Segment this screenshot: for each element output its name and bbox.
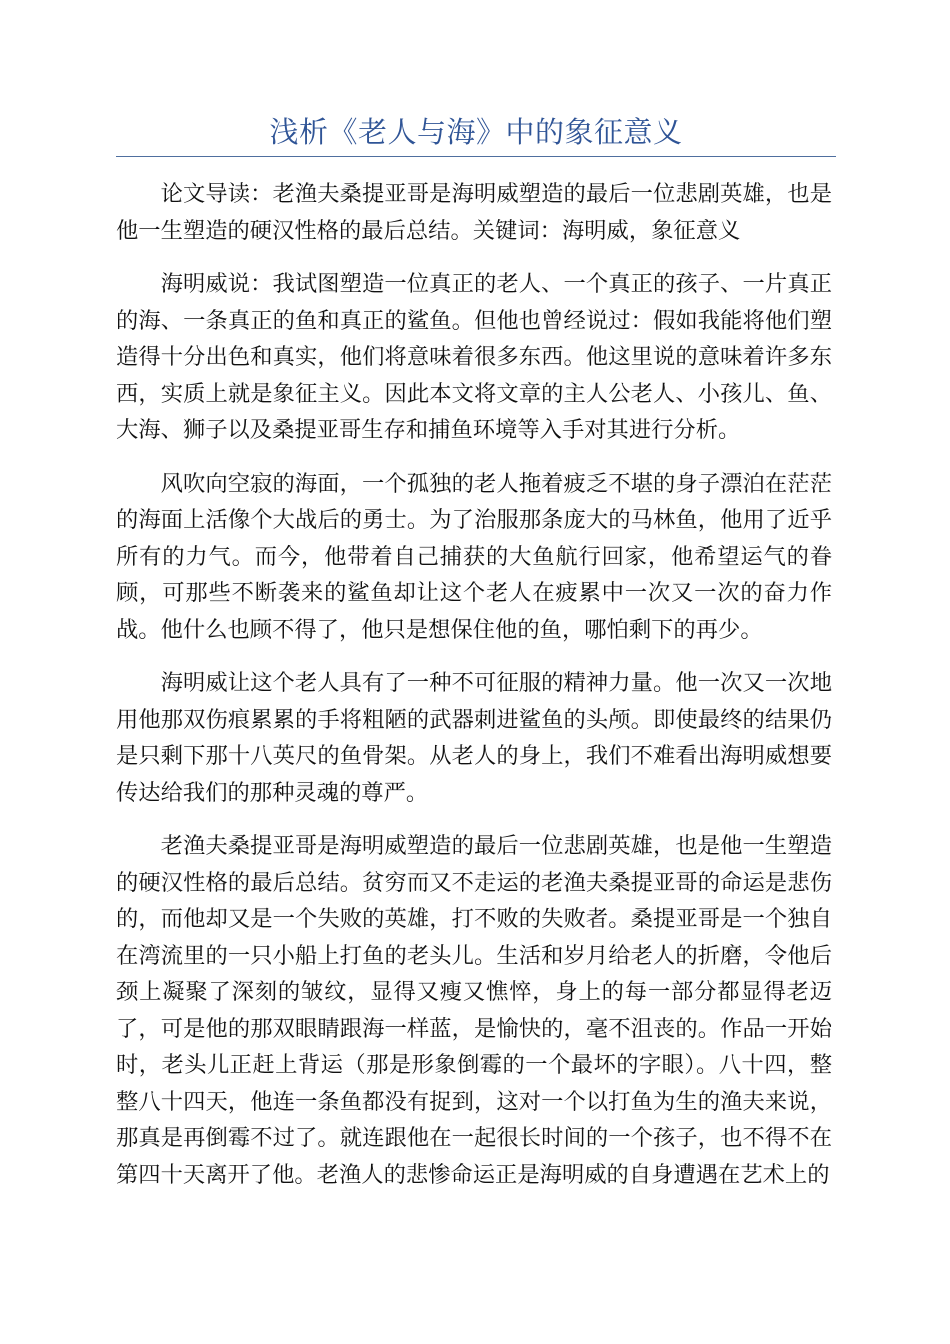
- paragraph-sea-scene: 风吹向空寂的海面，一个孤独的老人拖着疲乏不堪的身子漂泊在茫茫的海面上活像个大战后的勇士。为了治服那条庞大的马林鱼，他用了近乎所有的力气。而今，他带着自己捕获的大鱼航行回家，他希望运气的眷顾，可那些不断袭来的鲨鱼却让这个老人在疲累中一次又一次的奋力作战。他什么也顾不得了，他只是想保住他的鱼，哪怕剩下的再少。: [116, 470, 832, 643]
- paragraph-spirit: 海明威让这个老人具有了一种不可征服的精神力量。他一次又一次地用他那双伤痕累累的手将粗陋的武器刺进鲨鱼的头颅。即使最终的结果仍是只剩下那十八英尺的鱼骨架。从老人的身上，我们不难看出海明威想要传达给我们的那种灵魂的尊严。: [116, 670, 832, 806]
- document-title: 浅析《老人与海》中的象征意义: [269, 115, 683, 149]
- title-block: [116, 112, 836, 157]
- paragraph-intro: 海明威说：我试图塑造一位真正的老人、一个真正的孩子、一片真正的海、一条真正的鱼和真正的鲨鱼。但他也曾经说过：假如我能将他们塑造得十分出色和真实，他们将意味着很多东西。他这里说的意味着许多东西，实质上就是象征主义。因此本文将文章的主人公老人、小孩儿、鱼、大海、狮子以及桑提亚哥生存和捕鱼环境等入手对其进行分析。: [116, 271, 832, 443]
- paragraph-santiago: 老渔夫桑提亚哥是海明威塑造的最后一位悲剧英雄，也是他一生塑造的硬汉性格的最后总结。贫穷而又不走运的老渔夫桑提亚哥的命运是悲伤的，而他却又是一个失败的英雄，打不败的失败者。桑提亚哥是一个独自在湾流里的一只小船上打鱼的老头儿。生活和岁月给老人的折磨，令他后颈上凝聚了深刻的皱纹，显得又瘦又憔悴，身上的每一部分都显得老迈了，可是他的那双眼睛跟海一样蓝，是愉快的，毫不沮丧的。作品一开始时，老头儿正赶上背运（那是形象倒霉的一个最坏的字眼）。八十四，整整八十四天，他连一条鱼都没有捉到，这对一个以打鱼为生的渔夫来说，那真是再倒霉不过了。就连跟他在一起很长时间的一个孩子，也不得不在第四十天离开了他。老渔人的悲惨命运正是海明威的自身遭遇在艺术上的: [116, 833, 832, 1188]
- paragraph-abstract: 论文导读：老渔夫桑提亚哥是海明威塑造的最后一位悲剧英雄，也是他一生塑造的硬汉性格的最后总结。关键词：海明威，象征意义: [116, 181, 832, 244]
- document-body: [116, 176, 832, 1210]
